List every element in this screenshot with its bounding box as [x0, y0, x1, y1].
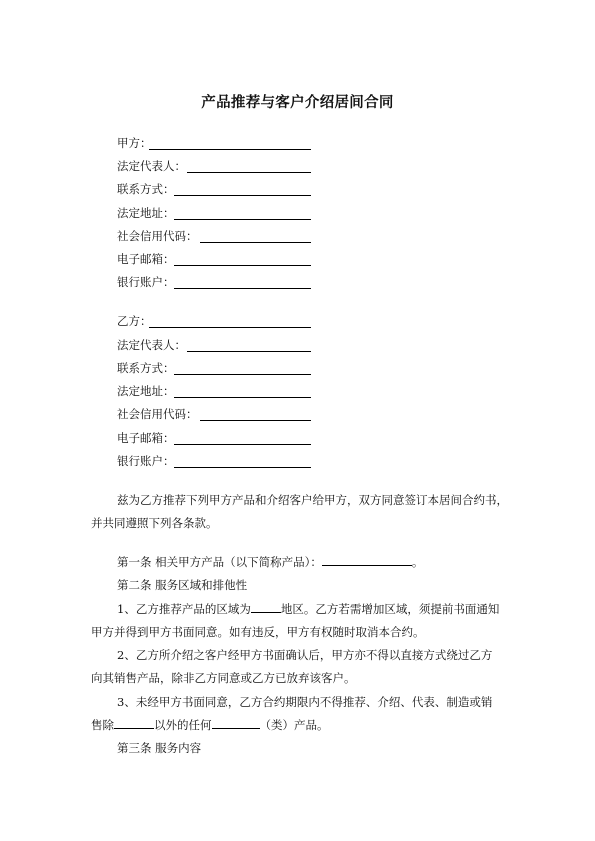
party-a-representative-label: 法定代表人：: [117, 159, 186, 173]
product-category-blank[interactable]: [212, 716, 260, 729]
party-a-credit-code-line[interactable]: [200, 242, 311, 243]
article-1-text: 第一条 相关甲方产品（以下简称产品）：: [117, 555, 322, 569]
party-b-bank-line[interactable]: [174, 467, 311, 468]
party-a-address-field[interactable]: [117, 204, 175, 222]
article-2-item-3: 3、未经甲方书面同意，乙方合约期限内不得推荐、介绍、代表、制造或销: [117, 695, 493, 709]
article-2-item-2-line-2: 向其销售产品，除非乙方同意或乙方已放弃该客户。: [91, 671, 356, 685]
party-b-name-line[interactable]: [149, 327, 311, 328]
party-b-contact-label: 联系方式：: [117, 361, 175, 375]
party-b-address-line[interactable]: [174, 397, 311, 398]
party-a-contact-label: 联系方式：: [117, 182, 175, 196]
party-a-representative-field[interactable]: [117, 157, 186, 175]
preamble-line-1: 兹为乙方推荐下列甲方产品和介绍客户给甲方，双方同意签订本居间合约书，: [117, 493, 508, 507]
party-b-bank-field[interactable]: [117, 452, 175, 470]
party-b-email-line[interactable]: [174, 444, 311, 445]
party-a-credit-code-label: 社会信用代码：: [117, 229, 198, 243]
party-a-name-label: 甲方：: [117, 136, 152, 150]
party-b-name-label: 乙方：: [117, 314, 152, 328]
party-b-address-field[interactable]: [117, 382, 175, 400]
party-b-contact-line[interactable]: [174, 374, 311, 375]
party-b-bank-label: 银行账户：: [117, 454, 175, 468]
article-1-suffix: 。: [411, 555, 424, 569]
party-a-contact-line[interactable]: [174, 195, 311, 196]
party-b-contact-field[interactable]: [117, 359, 175, 377]
party-a-email-label: 电子邮箱：: [117, 252, 175, 266]
article-1-product-blank[interactable]: [322, 553, 412, 566]
party-b-representative-line[interactable]: [187, 351, 311, 352]
party-a-bank-field[interactable]: [117, 273, 175, 291]
party-b-email-field[interactable]: [117, 429, 175, 447]
party-a-contact-field[interactable]: [117, 180, 175, 198]
party-a-representative-line[interactable]: [187, 172, 311, 173]
article-2-item-1: [117, 600, 499, 618]
party-a-address-line[interactable]: [174, 219, 311, 220]
article-2-item-1-line-2: 甲方并得到甲方书面同意。如有违反，甲方有权随时取消本合约。: [91, 625, 425, 639]
party-a-credit-code-field[interactable]: [117, 227, 198, 245]
article-2-item-2: 2、乙方所介绍之客户经甲方书面确认后，甲方亦不得以直接方式绕过乙方: [117, 648, 493, 662]
article-2-item-1-text-a: 1、乙方推荐产品的区域为: [117, 602, 251, 616]
party-b-credit-code-label: 社会信用代码：: [117, 407, 198, 421]
article-2-item-3-line-2: [91, 716, 329, 734]
preamble-line-2: 并共同遵照下列各条款。: [91, 516, 218, 530]
article-1: [117, 553, 423, 571]
article-3-heading: 第三条 服务内容: [117, 741, 202, 755]
party-a-address-label: 法定地址：: [117, 206, 175, 220]
party-b-credit-code-field[interactable]: [117, 405, 198, 423]
excluded-product-blank[interactable]: [114, 716, 154, 729]
party-a-name-field[interactable]: [117, 134, 152, 152]
article-2-item-3-text-c: （类）产品。: [259, 718, 329, 732]
party-a-bank-label: 银行账户：: [117, 275, 175, 289]
party-b-address-label: 法定地址：: [117, 384, 175, 398]
article-2-item-3-text-b: 以外的任何: [154, 718, 212, 732]
article-2-item-1-text-b: 地区。乙方若需增加区域，须提前书面通知: [280, 602, 500, 616]
party-a-bank-line[interactable]: [174, 288, 311, 289]
article-2-heading: 第二条 服务区域和排他性: [117, 578, 248, 592]
party-a-name-line[interactable]: [149, 149, 311, 150]
party-b-representative-field[interactable]: [117, 336, 186, 354]
party-b-name-field[interactable]: [117, 312, 152, 330]
document-title: 产品推荐与客户介绍居间合同: [201, 95, 394, 111]
party-b-credit-code-line[interactable]: [200, 420, 311, 421]
party-a-email-line[interactable]: [174, 265, 311, 266]
article-2-item-3-text-a: 售除: [91, 718, 114, 732]
service-region-blank[interactable]: [251, 600, 281, 613]
party-b-email-label: 电子邮箱：: [117, 431, 175, 445]
party-a-email-field[interactable]: [117, 250, 175, 268]
party-b-representative-label: 法定代表人：: [117, 338, 186, 352]
